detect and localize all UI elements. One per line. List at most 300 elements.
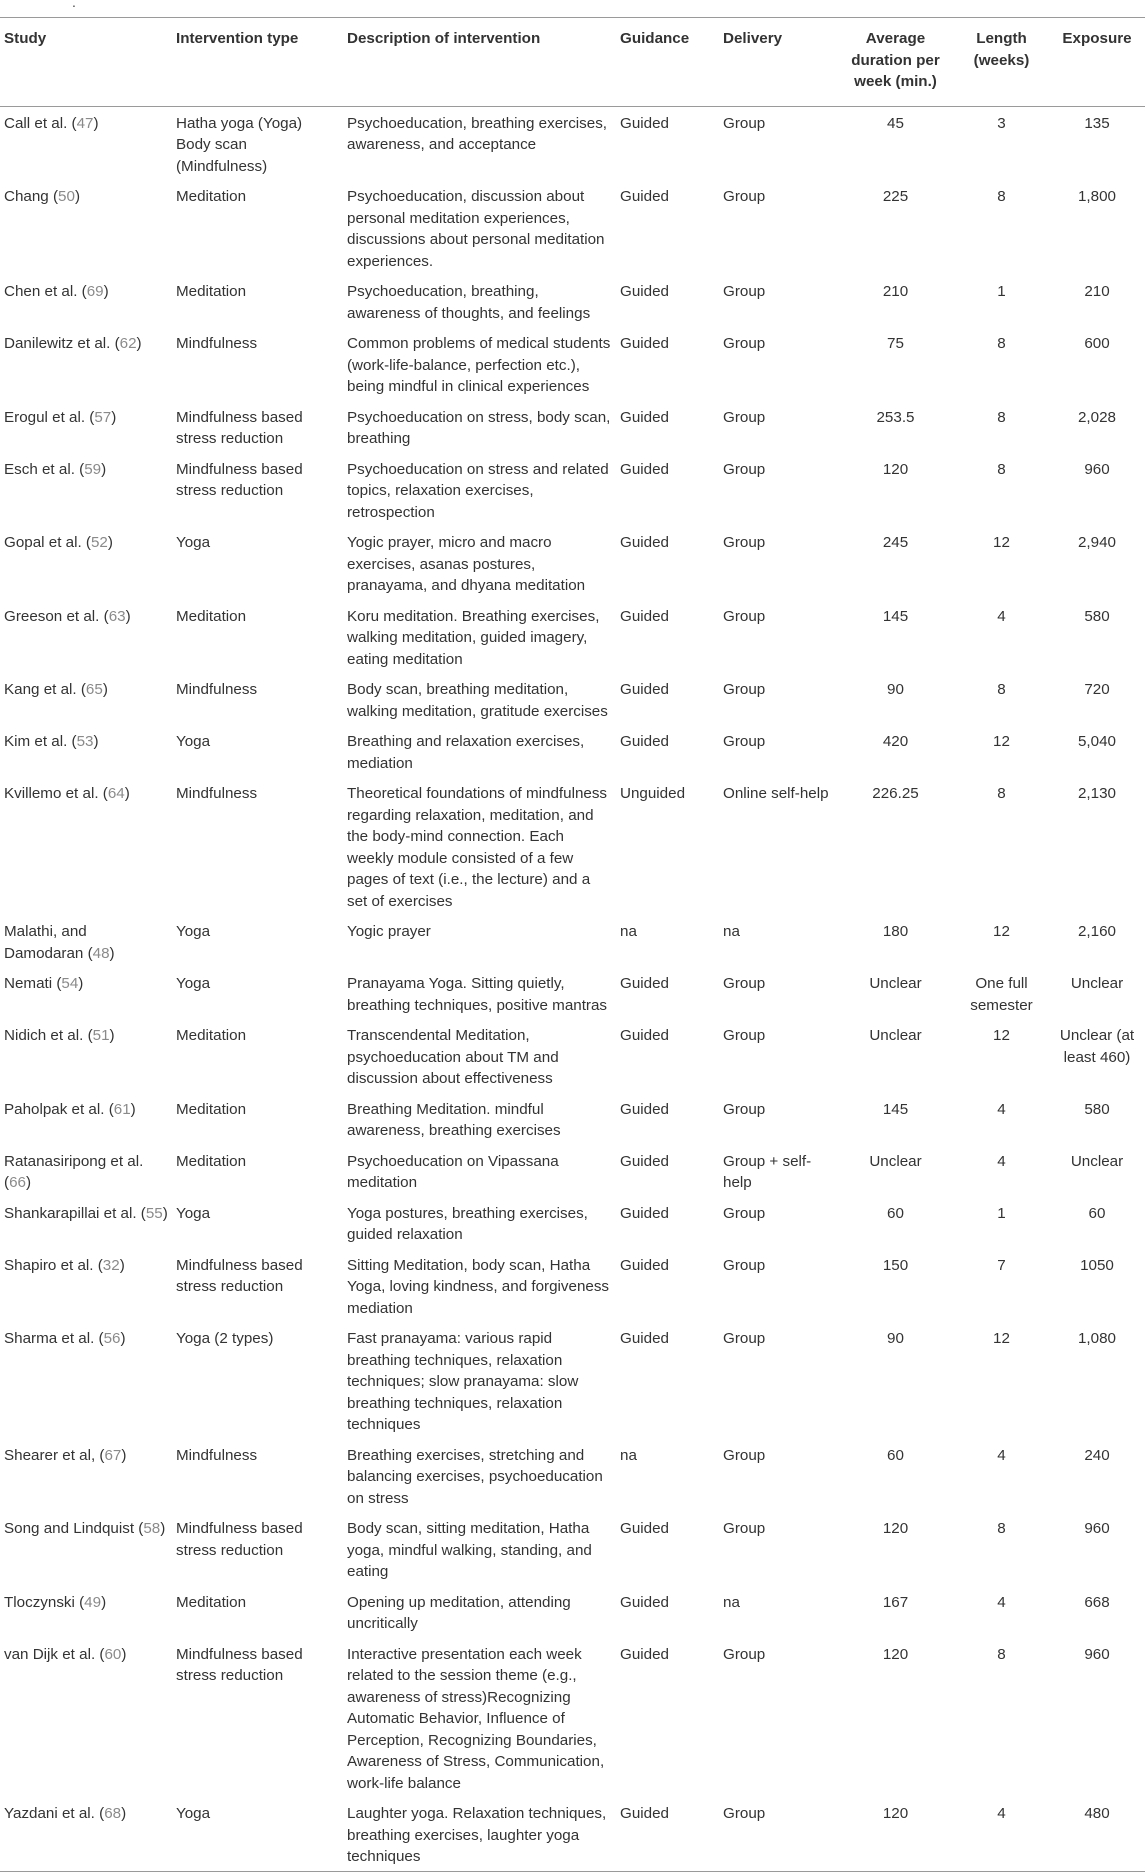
- cell-intervention-type: Yoga: [176, 923, 211, 940]
- cell-intervention-type: Meditation: [176, 283, 247, 300]
- table-row: [0, 915, 1145, 967]
- cell-description: Transcendental Meditation, psychoeducation about TM and discussion about effectiveness: [347, 1027, 559, 1087]
- reference-link[interactable]: 52: [90, 534, 108, 551]
- table-row: [0, 673, 1145, 725]
- cell-average-duration: 120: [882, 1520, 909, 1537]
- cell-description: Laughter yoga. Relaxation techniques, breathing exercises, laughter yoga techniques: [347, 1805, 607, 1865]
- cell-study: [0, 1439, 172, 1513]
- reference-link[interactable]: 59: [84, 460, 102, 478]
- cell-delivery: Group + self-help: [723, 1152, 812, 1191]
- cell-length: 8: [997, 1645, 1006, 1663]
- cell-intervention-type: Meditation: [176, 1027, 247, 1044]
- table-header: [0, 18, 1145, 107]
- cell-guidance: Guided: [620, 733, 669, 750]
- cell-study: [0, 1797, 172, 1871]
- cell-average-duration: 120: [882, 1645, 909, 1663]
- table-row: [0, 1322, 1145, 1439]
- cell-description: Psychoeducation on stress and related topics, relaxation exercises, retrospection: [347, 460, 609, 521]
- cell-length: 12: [993, 923, 1010, 940]
- cell-study: [0, 401, 172, 453]
- cell-average-duration: 180: [882, 923, 909, 940]
- cell-study: [0, 967, 172, 1019]
- table-row: [0, 1439, 1145, 1513]
- cell-intervention-type: Mindfulness: [176, 335, 258, 352]
- cell-description: Yoga postures, breathing exercises, guided relaxation: [347, 1204, 588, 1243]
- cell-length: 12: [993, 1330, 1010, 1347]
- table-row: [0, 1249, 1145, 1323]
- cell-study: [0, 1586, 172, 1638]
- reference-link[interactable]: 51: [92, 1027, 110, 1044]
- cell-delivery: Group: [723, 188, 766, 205]
- cell-exposure: 668: [1084, 1593, 1110, 1611]
- reference-link[interactable]: 64: [107, 785, 125, 802]
- cell-study: [0, 1322, 172, 1439]
- cell-exposure: Unclear: [1070, 975, 1124, 992]
- cell-description: Opening up meditation, attending uncritically: [347, 1593, 571, 1632]
- cell-delivery: Group: [723, 460, 766, 478]
- cell-delivery: Group: [723, 1204, 766, 1222]
- cell-exposure: Unclear (at least 460): [1059, 1027, 1135, 1066]
- cell-intervention-type: Yoga: [176, 975, 211, 992]
- cell-length: 1: [997, 283, 1006, 300]
- cell-guidance: Guided: [620, 283, 669, 300]
- reference-link[interactable]: 62: [119, 335, 137, 352]
- cell-study: [0, 1638, 172, 1798]
- cell-average-duration: 120: [882, 1805, 909, 1822]
- cell-description: Theoretical foundations of mindfulness regarding relaxation, meditation, and the body-mind connection. Each weekly module consisted of a few pages of text (i.e., the lecture) and a set of exercises: [347, 785, 608, 910]
- cell-guidance: Guided: [620, 607, 669, 625]
- cell-description: Body scan, sitting meditation, Hatha yoga, mindful walking, standing, and eating: [347, 1520, 592, 1580]
- cell-description: Psychoeducation, discussion about personal meditation experiences, discussions about personal meditation experiences.: [347, 188, 605, 270]
- cell-average-duration: 60: [887, 1446, 904, 1464]
- cell-length: 4: [997, 607, 1006, 625]
- study-name: Yazdani et al. (: [4, 1805, 105, 1822]
- header-exposure: Exposure: [1062, 30, 1132, 47]
- cell-intervention-type: Mindfulness based stress reduction: [176, 1256, 303, 1295]
- cell-exposure: Unclear: [1070, 1152, 1124, 1170]
- study-name-end: ): [162, 1204, 168, 1222]
- table-row: [0, 600, 1145, 674]
- cell-guidance: Guided: [620, 975, 669, 992]
- cell-exposure: 1,080: [1077, 1330, 1116, 1347]
- study-name-end: ): [136, 335, 142, 352]
- header-intervention-type: Intervention type: [176, 30, 299, 47]
- study-name: Malathi, and Damodaran (: [4, 923, 93, 962]
- cell-intervention-type: Mindfulness: [176, 785, 258, 802]
- cell-intervention-type: Mindfulness based stress reduction: [176, 1520, 303, 1559]
- study-name-end: ): [107, 534, 113, 551]
- cell-length: 7: [997, 1256, 1006, 1274]
- cell-delivery: na: [723, 1593, 740, 1611]
- table-row: [0, 180, 1145, 275]
- cell-length: 12: [993, 534, 1010, 551]
- reference-link[interactable]: 48: [92, 944, 110, 962]
- study-name: Kim et al. (: [4, 733, 77, 750]
- reference-link[interactable]: 65: [85, 681, 103, 698]
- cell-length: 8: [997, 460, 1006, 478]
- cell-intervention-type: Mindfulness based stress reduction: [176, 1645, 303, 1684]
- cell-delivery: Group: [723, 1805, 766, 1822]
- cell-length: 8: [997, 1520, 1006, 1537]
- table-row: [0, 1638, 1145, 1798]
- table-row: [0, 725, 1145, 777]
- cell-exposure: 960: [1084, 1645, 1110, 1663]
- cell-delivery: Group: [723, 283, 766, 300]
- reference-link[interactable]: 61: [113, 1100, 131, 1118]
- cell-exposure: 2,940: [1077, 534, 1116, 551]
- study-name: Nidich et al. (: [4, 1027, 93, 1044]
- cell-study: [0, 327, 172, 401]
- cell-delivery: Group: [723, 1446, 766, 1464]
- cell-description: Interactive presentation each week related to the session theme (e.g., awareness of stress)Recognizing Automatic Behavior, Influence of Perception, Recognizing Boundaries, Awareness of Stress, Communication, work-life balance: [347, 1645, 605, 1792]
- cell-description: Pranayama Yoga. Sitting quietly, breathing techniques, positive mantras: [347, 975, 608, 1014]
- reference-link[interactable]: 67: [104, 1446, 122, 1464]
- study-name-end: ): [121, 1645, 127, 1663]
- study-name-end: ): [102, 681, 108, 698]
- cell-delivery: Online self-help: [723, 785, 829, 802]
- table-row: [0, 453, 1145, 527]
- cell-delivery: Group: [723, 681, 766, 698]
- cell-delivery: Group: [723, 607, 766, 625]
- cell-delivery: Group: [723, 1100, 766, 1118]
- table-row: [0, 1586, 1145, 1638]
- cell-guidance: Guided: [620, 1204, 669, 1222]
- cell-average-duration: Unclear: [869, 975, 922, 992]
- cell-guidance: Guided: [620, 1152, 669, 1170]
- study-name-end: ): [119, 1256, 125, 1274]
- cell-exposure: 2,130: [1077, 785, 1116, 802]
- cell-intervention-type: Mindfulness: [176, 1446, 258, 1464]
- cell-exposure: 60: [1088, 1204, 1106, 1222]
- table-row: [0, 1512, 1145, 1586]
- cell-delivery: Group: [723, 1645, 766, 1663]
- table-row: [0, 1145, 1145, 1197]
- study-name: Erogul et al. (: [4, 408, 95, 426]
- cell-intervention-type: Meditation: [176, 1152, 247, 1170]
- cell-average-duration: 150: [882, 1256, 909, 1274]
- cell-exposure: 580: [1084, 1100, 1110, 1118]
- cell-intervention-type: Yoga (2 types): [176, 1330, 274, 1347]
- cell-study: [0, 777, 172, 915]
- study-name: Esch et al. (: [4, 460, 85, 478]
- table-row: [0, 401, 1145, 453]
- cell-exposure: 1050: [1080, 1256, 1114, 1274]
- cell-guidance: Guided: [620, 534, 669, 551]
- study-name: van Dijk et al. (: [4, 1645, 105, 1663]
- study-name-end: ): [124, 785, 130, 802]
- cell-description: Psychoeducation on stress, body scan, breathing: [347, 408, 611, 447]
- cell-average-duration: 60: [887, 1204, 904, 1222]
- cell-guidance: Guided: [620, 1645, 669, 1663]
- study-name-end: ): [125, 607, 131, 625]
- cell-description: Breathing exercises, stretching and balancing exercises, psychoeducation on stress: [347, 1446, 603, 1507]
- study-name: Shapiro et al. (: [4, 1256, 103, 1274]
- cell-length: 12: [993, 733, 1010, 750]
- cell-guidance: na: [620, 1446, 637, 1464]
- cell-exposure: 720: [1084, 681, 1110, 698]
- study-name-end: ): [78, 975, 84, 992]
- cell-delivery: Group: [723, 1256, 766, 1274]
- study-name: Shankarapillai et al. (: [4, 1204, 146, 1222]
- cell-average-duration: 145: [882, 607, 909, 625]
- cell-average-duration: 45: [887, 114, 904, 132]
- cell-description: Body scan, breathing meditation, walking meditation, gratitude exercises: [347, 681, 608, 720]
- study-name-end: ): [109, 944, 115, 962]
- cell-intervention-type: Yoga: [176, 1805, 211, 1822]
- study-name: Gopal et al. (: [4, 534, 91, 551]
- reference-link[interactable]: 63: [108, 607, 126, 625]
- page-mark: .: [72, 0, 76, 10]
- reference-link[interactable]: 53: [76, 733, 94, 750]
- cell-delivery: na: [723, 923, 740, 940]
- study-name: Tloczynski (: [4, 1593, 85, 1611]
- header-average-duration: Average duration per week (min.): [851, 30, 940, 90]
- table-body: [0, 106, 1145, 1871]
- cell-guidance: Guided: [620, 1805, 669, 1822]
- table-row: [0, 106, 1145, 180]
- cell-study: [0, 1197, 172, 1249]
- cell-exposure: 480: [1084, 1805, 1110, 1822]
- study-name-end: ): [93, 733, 99, 750]
- cell-delivery: Group: [723, 335, 766, 352]
- cell-study: [0, 1512, 172, 1586]
- study-name: Nemati (: [4, 975, 62, 992]
- reference-link[interactable]: 55: [145, 1204, 163, 1222]
- header-delivery: Delivery: [723, 30, 783, 47]
- cell-study: [0, 1249, 172, 1323]
- cell-guidance: Guided: [620, 188, 669, 205]
- reference-link[interactable]: 68: [104, 1805, 122, 1822]
- table-row: [0, 1797, 1145, 1871]
- cell-average-duration: 167: [882, 1593, 909, 1611]
- cell-description: Psychoeducation, breathing exercises, awareness, and acceptance: [347, 114, 608, 153]
- cell-study: [0, 673, 172, 725]
- cell-delivery: Group: [723, 975, 766, 992]
- cell-average-duration: Unclear: [869, 1152, 922, 1170]
- cell-average-duration: 90: [887, 1330, 904, 1347]
- cell-guidance: Guided: [620, 1520, 669, 1537]
- cell-description: Sitting Meditation, body scan, Hatha Yoga, loving kindness, and forgiveness mediation: [347, 1256, 610, 1317]
- cell-study: [0, 180, 172, 275]
- study-name-end: ): [121, 1446, 127, 1464]
- cell-length: 8: [997, 188, 1006, 205]
- cell-average-duration: 120: [882, 460, 909, 478]
- study-name: Greeson et al. (: [4, 607, 109, 625]
- table-row: [0, 1019, 1145, 1093]
- header-description: Description of intervention: [347, 30, 541, 47]
- cell-length: One full semester: [970, 975, 1033, 1014]
- reference-link[interactable]: 66: [9, 1174, 26, 1191]
- study-name-end: ): [109, 1027, 115, 1044]
- cell-average-duration: 90: [887, 681, 904, 698]
- cell-study: [0, 275, 172, 327]
- cell-average-duration: 75: [887, 335, 904, 352]
- reference-link[interactable]: 69: [86, 283, 104, 300]
- cell-description: Breathing Meditation. mindful awareness, breathing exercises: [347, 1100, 561, 1139]
- study-name-end: ): [120, 1330, 126, 1347]
- cell-exposure: 210: [1084, 283, 1110, 300]
- cell-study: [0, 915, 172, 967]
- study-name-end: ): [103, 283, 109, 300]
- cell-intervention-type: Meditation: [176, 1593, 247, 1611]
- study-name-end: ): [101, 460, 107, 478]
- study-name: Chang (: [4, 188, 59, 205]
- reference-link[interactable]: 54: [61, 975, 79, 992]
- cell-intervention-type: Mindfulness based stress reduction: [176, 408, 303, 447]
- header-guidance: Guidance: [620, 30, 690, 47]
- study-name: Danilewitz et al. (: [4, 335, 120, 352]
- cell-intervention-type: Yoga: [176, 534, 211, 551]
- cell-intervention-type: Mindfulness: [176, 681, 258, 698]
- cell-average-duration: 225: [882, 188, 909, 205]
- table-row: [0, 967, 1145, 1019]
- cell-average-duration: 210: [882, 283, 909, 300]
- cell-average-duration: 245: [882, 534, 909, 551]
- cell-average-duration: 145: [882, 1100, 909, 1118]
- cell-average-duration: 253.5: [876, 408, 915, 426]
- cell-intervention-type: Meditation: [176, 1100, 247, 1118]
- study-name-end: ): [121, 1805, 127, 1822]
- cell-exposure: 580: [1084, 607, 1110, 625]
- cell-description: Breathing and relaxation exercises, mediation: [347, 733, 585, 772]
- cell-guidance: Guided: [620, 681, 669, 698]
- study-name-end: ): [130, 1100, 136, 1118]
- study-name: Sharma et al. (: [4, 1330, 104, 1347]
- cell-length: 8: [997, 408, 1006, 426]
- cell-study: [0, 106, 172, 180]
- cell-average-duration: 420: [882, 733, 909, 750]
- cell-intervention-type: Mindfulness based stress reduction: [176, 460, 303, 499]
- reference-link[interactable]: 56: [103, 1330, 121, 1347]
- cell-description: Koru meditation. Breathing exercises, walking meditation, guided imagery, eating meditation: [347, 607, 600, 668]
- cell-length: 4: [997, 1446, 1006, 1464]
- cell-guidance: Guided: [620, 460, 669, 478]
- study-name-end: ): [101, 1593, 107, 1611]
- table-row: [0, 777, 1145, 915]
- cell-length: 4: [997, 1152, 1006, 1170]
- cell-length: 8: [997, 335, 1006, 352]
- cell-guidance: na: [620, 923, 637, 940]
- cell-exposure: 600: [1084, 335, 1110, 352]
- header-study: Study: [4, 30, 47, 47]
- cell-length: 1: [997, 1204, 1006, 1222]
- cell-length: 4: [997, 1593, 1006, 1611]
- cell-guidance: Unguided: [620, 785, 686, 802]
- study-name: Chen et al. (: [4, 283, 87, 300]
- study-name-end: ): [111, 408, 117, 426]
- cell-guidance: Guided: [620, 1593, 669, 1611]
- cell-exposure: 1,800: [1077, 188, 1116, 205]
- study-name: Ratanasiripong et al. (: [4, 1152, 144, 1191]
- cell-intervention-type: Yoga: [176, 733, 211, 750]
- cell-description: Fast pranayama: various rapid breathing techniques, relaxation techniques; slow pranayama: slow breathing techniques, relaxation techniques: [347, 1330, 579, 1433]
- reference-link[interactable]: 57: [94, 408, 112, 426]
- cell-description: Psychoeducation, breathing, awareness of thoughts, and feelings: [347, 283, 591, 322]
- cell-intervention-type: Hatha yoga (Yoga) Body scan (Mindfulness): [176, 114, 303, 175]
- cell-intervention-type: Meditation: [176, 188, 247, 205]
- cell-exposure: 2,160: [1077, 923, 1116, 940]
- cell-length: 8: [997, 681, 1006, 698]
- study-name: Kvillemo et al. (: [4, 785, 108, 802]
- cell-study: [0, 1093, 172, 1145]
- cell-length: 4: [997, 1100, 1006, 1118]
- table-row: [0, 1197, 1145, 1249]
- study-name: Paholpak et al. (: [4, 1100, 114, 1118]
- header-row: [0, 18, 1145, 107]
- study-name: Kang et al. (: [4, 681, 86, 698]
- cell-delivery: Group: [723, 733, 766, 750]
- cell-average-duration: 226.25: [872, 785, 919, 802]
- cell-exposure: 240: [1084, 1446, 1110, 1464]
- cell-guidance: Guided: [620, 408, 669, 426]
- cell-description: Yogic prayer: [347, 923, 431, 940]
- reference-link[interactable]: 47: [76, 114, 94, 132]
- cell-intervention-type: Yoga: [176, 1204, 211, 1222]
- cell-length: 3: [997, 114, 1006, 132]
- cell-study: [0, 1019, 172, 1093]
- table-row: [0, 526, 1145, 600]
- reference-link[interactable]: 60: [104, 1645, 122, 1663]
- cell-guidance: Guided: [620, 1256, 669, 1274]
- cell-delivery: Group: [723, 1027, 766, 1044]
- cell-guidance: Guided: [620, 114, 669, 132]
- cell-delivery: Group: [723, 114, 766, 132]
- table-row: [0, 1093, 1145, 1145]
- intervention-table: [0, 17, 1145, 1872]
- cell-study: [0, 1145, 172, 1197]
- cell-guidance: Guided: [620, 1330, 669, 1347]
- study-name: Call et al. (: [4, 114, 77, 132]
- study-name: Song and Lindquist (: [4, 1520, 144, 1537]
- cell-description: Yogic prayer, micro and macro exercises, asanas postures, pranayama, and dhyana meditation: [347, 534, 586, 594]
- cell-length: 4: [997, 1805, 1006, 1822]
- cell-length: 12: [993, 1027, 1010, 1044]
- cell-exposure: 960: [1084, 1520, 1110, 1537]
- study-name-end: ): [93, 114, 99, 132]
- cell-length: 8: [997, 785, 1006, 802]
- cell-guidance: Guided: [620, 335, 669, 352]
- reference-link[interactable]: 50: [58, 188, 75, 205]
- cell-description: Common problems of medical students (work-life-balance, perfection etc.), being mindful in clinical experiences: [347, 335, 611, 395]
- study-name-end: ): [25, 1174, 32, 1191]
- cell-study: [0, 526, 172, 600]
- cell-study: [0, 453, 172, 527]
- cell-delivery: Group: [723, 1520, 766, 1537]
- reference-link[interactable]: 49: [84, 1593, 102, 1611]
- table-row: [0, 275, 1145, 327]
- cell-intervention-type: Meditation: [176, 607, 247, 625]
- cell-delivery: Group: [723, 408, 766, 426]
- cell-exposure: 960: [1084, 460, 1110, 478]
- header-length: Length (weeks): [973, 30, 1030, 69]
- cell-exposure: 135: [1084, 114, 1110, 132]
- study-name-end: ): [74, 188, 81, 205]
- reference-link[interactable]: 58: [143, 1520, 161, 1537]
- cell-study: [0, 600, 172, 674]
- cell-guidance: Guided: [620, 1027, 669, 1044]
- cell-description: Psychoeducation on Vipassana meditation: [347, 1152, 559, 1191]
- reference-link[interactable]: 32: [102, 1256, 120, 1274]
- study-name-end: ): [160, 1520, 166, 1537]
- cell-study: [0, 725, 172, 777]
- cell-exposure: 2,028: [1077, 408, 1116, 426]
- cell-exposure: 5,040: [1077, 733, 1116, 750]
- cell-delivery: Group: [723, 534, 766, 551]
- table-row: [0, 327, 1145, 401]
- cell-delivery: Group: [723, 1330, 766, 1347]
- study-name: Shearer et al, (: [4, 1446, 105, 1464]
- cell-average-duration: Unclear: [869, 1027, 922, 1044]
